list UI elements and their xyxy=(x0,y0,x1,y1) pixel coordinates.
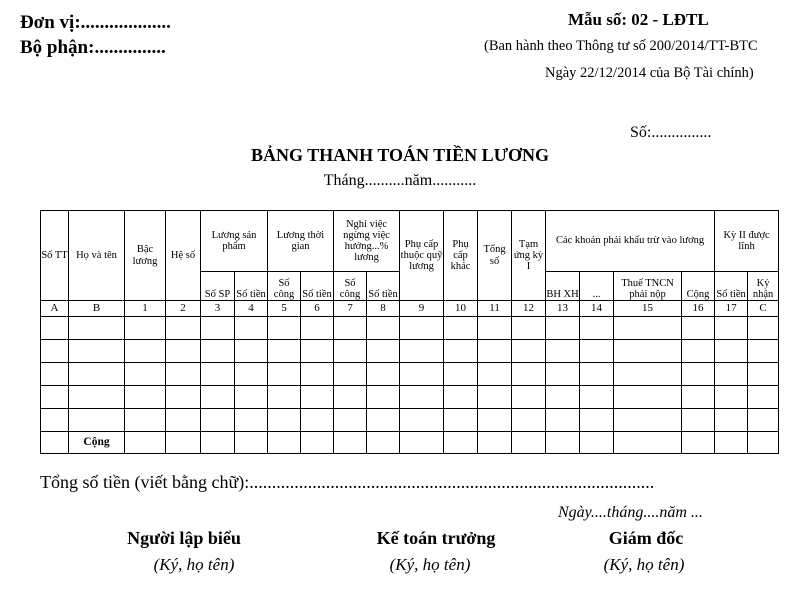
table-cell xyxy=(367,386,400,409)
table-cell xyxy=(512,363,546,386)
table-cell xyxy=(268,317,301,340)
table-cell xyxy=(715,409,748,432)
table-row xyxy=(41,317,779,340)
table-cell xyxy=(682,409,715,432)
table-row xyxy=(41,409,779,432)
table-cell xyxy=(748,363,779,386)
sub-header-time-money: Số tiền xyxy=(301,272,334,301)
table-cell xyxy=(125,432,166,454)
table-cell xyxy=(748,432,779,454)
index-cell: 3 xyxy=(201,301,235,317)
index-row xyxy=(41,301,779,317)
table-cell xyxy=(614,409,682,432)
table-cell xyxy=(367,432,400,454)
col-header-allowance-fund: Phụ cấp thuộc quỹ lương xyxy=(400,211,444,301)
table-cell xyxy=(444,432,478,454)
table-cell xyxy=(682,432,715,454)
table-cell xyxy=(235,340,268,363)
table-cell xyxy=(201,386,235,409)
chief-accountant-sign-note: (Ký, họ tên) xyxy=(389,555,471,574)
table-cell xyxy=(301,409,334,432)
issued-date-note: Ngày 22/12/2014 của Bộ Tài chính) xyxy=(545,65,754,81)
table-cell xyxy=(400,432,444,454)
table-cell xyxy=(41,363,69,386)
table-cell xyxy=(614,386,682,409)
table-cell xyxy=(715,432,748,454)
index-cell: 13 xyxy=(546,301,580,317)
table-cell xyxy=(546,386,580,409)
table-row xyxy=(41,386,779,409)
sub-header-leave-days: Số công xyxy=(334,272,367,301)
table-cell xyxy=(614,432,682,454)
table-cell xyxy=(546,317,580,340)
table-cell xyxy=(682,340,715,363)
table-cell xyxy=(268,340,301,363)
table-cell xyxy=(334,409,367,432)
table-cell xyxy=(166,363,201,386)
table-cell xyxy=(715,317,748,340)
index-cell: 17 xyxy=(715,301,748,317)
group-header-deductions: Các khoản phải khấu trừ vào lương xyxy=(546,211,715,272)
sub-header-leave-money: Số tiền xyxy=(367,272,400,301)
table-cell xyxy=(268,432,301,454)
index-cell: 10 xyxy=(444,301,478,317)
document-number: Số:............... xyxy=(630,124,712,141)
table-cell xyxy=(614,317,682,340)
table-cell xyxy=(301,317,334,340)
table-cell xyxy=(715,386,748,409)
col-header-total: Tổng số xyxy=(478,211,512,301)
table-cell xyxy=(41,409,69,432)
department-field: Bộ phận:............... xyxy=(20,37,166,58)
table-row xyxy=(41,340,779,363)
chief-accountant-title: Kế toán trưởng xyxy=(376,528,496,548)
table-cell xyxy=(444,363,478,386)
table-cell xyxy=(166,340,201,363)
table-cell xyxy=(478,317,512,340)
table-cell xyxy=(748,386,779,409)
table-cell xyxy=(682,363,715,386)
table-cell xyxy=(478,363,512,386)
table-cell xyxy=(125,386,166,409)
index-cell: 6 xyxy=(301,301,334,317)
table-cell xyxy=(166,317,201,340)
table-cell xyxy=(478,432,512,454)
total-label: Cộng xyxy=(69,432,125,454)
table-cell xyxy=(682,386,715,409)
index-cell: 9 xyxy=(400,301,444,317)
table-cell xyxy=(69,317,125,340)
table-cell xyxy=(268,386,301,409)
group-header-time-salary: Lương thời gian xyxy=(268,211,334,272)
table-cell xyxy=(125,317,166,340)
table-cell xyxy=(400,363,444,386)
group-header-leave-salary: Nghỉ việc ngừng việc hưởng...% lương xyxy=(334,211,400,272)
table-cell xyxy=(235,409,268,432)
table-cell xyxy=(614,340,682,363)
sub-header-product-count: Số SP xyxy=(201,272,235,301)
col-header-advance: Tạm ứng kỳ I xyxy=(512,211,546,301)
director-sign-note: (Ký, họ tên) xyxy=(603,555,685,574)
table-cell xyxy=(580,386,614,409)
preparer-sign-note: (Ký, họ tên) xyxy=(153,555,235,574)
payroll-table xyxy=(40,210,779,454)
table-cell xyxy=(546,409,580,432)
table-row xyxy=(41,363,779,386)
table-cell xyxy=(478,386,512,409)
table-cell xyxy=(682,317,715,340)
index-cell: 4 xyxy=(235,301,268,317)
table-cell xyxy=(41,340,69,363)
index-cell: 8 xyxy=(367,301,400,317)
table-cell xyxy=(715,363,748,386)
table-cell xyxy=(301,340,334,363)
table-cell xyxy=(580,409,614,432)
sub-header-product-money: Số tiền xyxy=(235,272,268,301)
table-cell xyxy=(715,340,748,363)
sub-header-time-days: Số công xyxy=(268,272,301,301)
col-header-grade: Bậc lương xyxy=(125,211,166,301)
table-cell xyxy=(166,409,201,432)
table-cell xyxy=(41,386,69,409)
index-cell: 16 xyxy=(682,301,715,317)
table-cell xyxy=(166,432,201,454)
table-cell xyxy=(69,409,125,432)
col-header-allowance-other: Phụ cấp khác xyxy=(444,211,478,301)
col-header-name: Họ và tên xyxy=(69,211,125,301)
table-cell xyxy=(580,363,614,386)
table-cell xyxy=(235,432,268,454)
table-cell xyxy=(41,317,69,340)
table-cell xyxy=(748,340,779,363)
index-cell: 5 xyxy=(268,301,301,317)
table-cell xyxy=(125,409,166,432)
table-cell xyxy=(367,409,400,432)
table-cell xyxy=(400,340,444,363)
table-cell xyxy=(201,363,235,386)
preparer-title: Người lập biểu xyxy=(127,528,241,548)
table-cell xyxy=(512,340,546,363)
table-cell xyxy=(512,386,546,409)
table-cell xyxy=(367,363,400,386)
table-cell xyxy=(69,363,125,386)
table-cell xyxy=(512,409,546,432)
sub-header-signature: Ký nhận xyxy=(748,272,779,301)
table-cell xyxy=(235,363,268,386)
table-cell xyxy=(235,317,268,340)
table-cell xyxy=(444,409,478,432)
amount-in-words: Tổng số tiền (viết bằng chữ):.......................................................................................... xyxy=(40,472,655,492)
table-cell xyxy=(69,340,125,363)
table-cell xyxy=(512,432,546,454)
col-header-coefficient: Hệ số xyxy=(166,211,201,301)
table-cell xyxy=(201,317,235,340)
index-cell: 15 xyxy=(614,301,682,317)
index-cell: 11 xyxy=(478,301,512,317)
sub-header-social-insurance: BH XH xyxy=(546,272,580,301)
unit-field: Đơn vị:................... xyxy=(20,12,171,33)
table-cell xyxy=(235,386,268,409)
table-cell xyxy=(478,409,512,432)
table-cell xyxy=(201,340,235,363)
index-cell: A xyxy=(41,301,69,317)
table-cell xyxy=(512,317,546,340)
table-cell xyxy=(201,409,235,432)
table-cell xyxy=(125,363,166,386)
table-cell xyxy=(334,386,367,409)
table-cell xyxy=(400,386,444,409)
director-title: Giám đốc xyxy=(608,528,684,548)
table-cell xyxy=(367,317,400,340)
index-cell: 2 xyxy=(166,301,201,317)
table-cell xyxy=(614,363,682,386)
index-cell: 1 xyxy=(125,301,166,317)
page-title: BẢNG THANH TOÁN TIỀN LƯƠNG xyxy=(250,145,550,165)
table-cell xyxy=(748,409,779,432)
table-cell xyxy=(367,340,400,363)
index-cell: 12 xyxy=(512,301,546,317)
table-cell xyxy=(301,386,334,409)
table-cell xyxy=(125,340,166,363)
table-cell xyxy=(334,317,367,340)
table-cell xyxy=(400,317,444,340)
table-cell xyxy=(546,432,580,454)
sub-header-deduction-sum: Cộng xyxy=(682,272,715,301)
form-number: Mẫu số: 02 - LĐTL xyxy=(568,10,709,29)
table-cell xyxy=(400,409,444,432)
issued-by-note: (Ban hành theo Thông tư số 200/2014/TT-BTC xyxy=(484,38,758,54)
table-cell xyxy=(580,432,614,454)
table-cell xyxy=(444,317,478,340)
table-cell xyxy=(334,432,367,454)
sign-date: Ngày....tháng....năm ... xyxy=(558,504,703,521)
index-cell: 14 xyxy=(580,301,614,317)
group-header-product-salary: Lương sản phẩm xyxy=(201,211,268,272)
table-cell xyxy=(301,432,334,454)
index-cell: C xyxy=(748,301,779,317)
index-cell: B xyxy=(69,301,125,317)
table-cell xyxy=(334,340,367,363)
table-cell xyxy=(166,386,201,409)
table-cell xyxy=(546,363,580,386)
table-cell xyxy=(580,317,614,340)
sub-header-other-deductions: ... xyxy=(580,272,614,301)
table-cell xyxy=(478,340,512,363)
table-cell xyxy=(444,340,478,363)
table-cell xyxy=(301,363,334,386)
table-cell xyxy=(69,386,125,409)
table-cell xyxy=(334,363,367,386)
period-line: Tháng..........năm........... xyxy=(323,172,477,189)
table-cell xyxy=(268,363,301,386)
table-cell xyxy=(444,386,478,409)
total-row xyxy=(41,432,779,454)
table-cell xyxy=(546,340,580,363)
index-cell: 7 xyxy=(334,301,367,317)
col-header-no: Số TT xyxy=(41,211,69,301)
table-cell xyxy=(580,340,614,363)
group-header-second-period: Kỳ II được lĩnh xyxy=(715,211,779,272)
table-cell xyxy=(41,432,69,454)
table-cell xyxy=(201,432,235,454)
table-cell xyxy=(748,317,779,340)
table-cell xyxy=(268,409,301,432)
sub-header-second-money: Số tiền xyxy=(715,272,748,301)
sub-header-income-tax: Thuế TNCN phải nộp xyxy=(614,272,682,301)
